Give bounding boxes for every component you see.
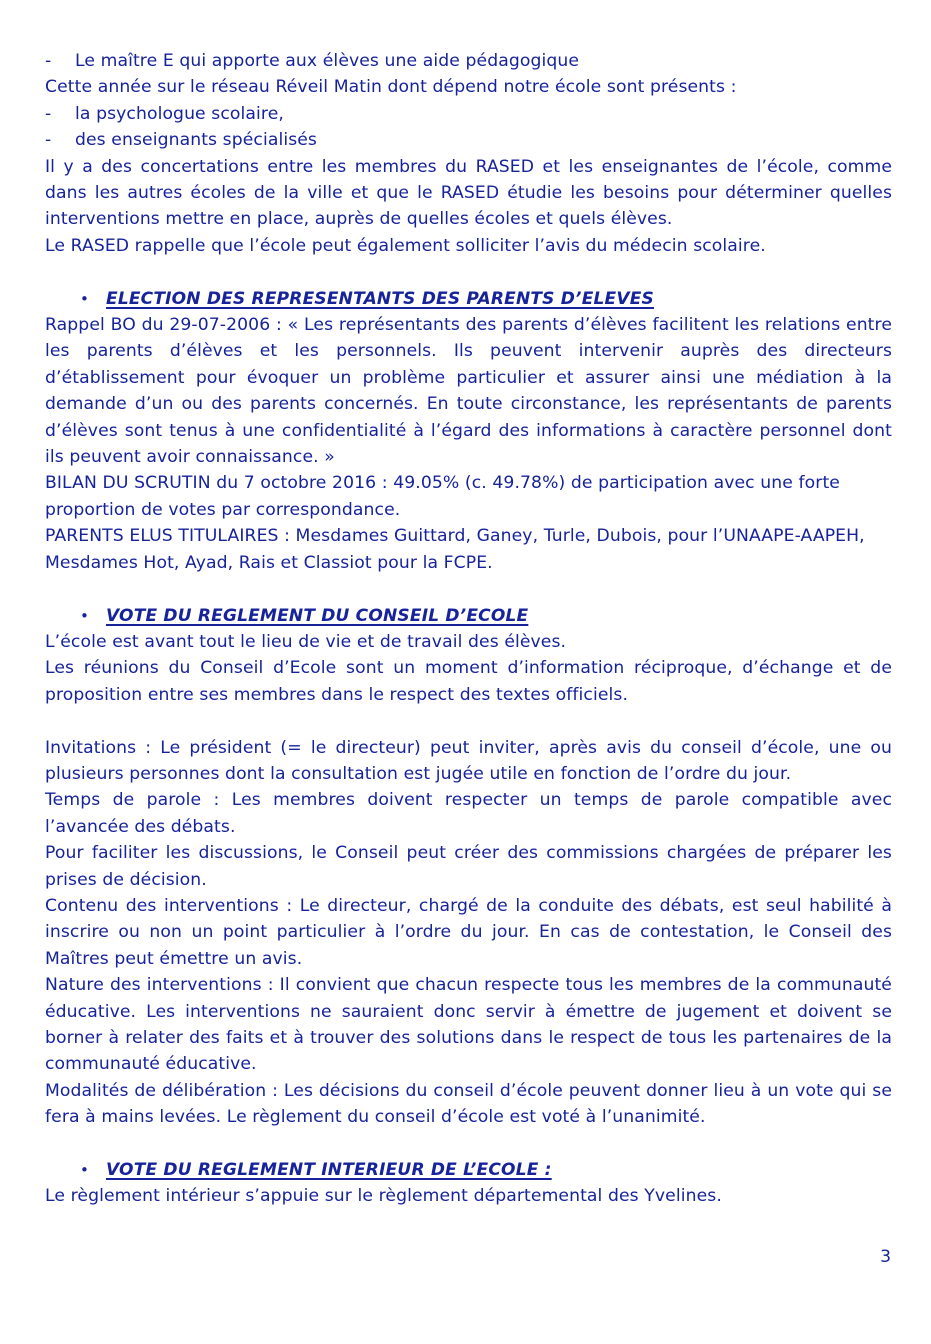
section-heading-vote-reglement-interieur <box>45 1157 892 1183</box>
list-item-label: la psychologue scolaire, <box>75 103 284 124</box>
section-heading-vote-reglement-conseil <box>45 603 892 629</box>
paragraph-reseau: Cette année sur le réseau Réveil Matin dont dépend notre école sont présents : <box>45 77 737 98</box>
bullet-point-icon: • <box>80 1161 89 1179</box>
paragraph-parents-elus-titulaires: PARENTS ELUS TITULAIRES : Mesdames Guittard, Ganey, Turle, Dubois, pour l’UNAAPE-AAPEH, Mesdames Hot, Ayad, Rais et Classiot pour la FCPE. <box>45 526 865 573</box>
dash-bullet-icon: - <box>45 103 52 124</box>
paragraph-nature-interventions: Nature des interventions : Il convient que chacun respecte tous les membres de la communauté éducative. Les interventions ne sauraient donc servir à émettre de jugement et doivent se borner à relater des faits et à trouver des solutions dans le respect de tous les partenaires de la communauté éducative. <box>45 975 892 1075</box>
paragraph-reglement-interieur: Le règlement intérieur s’appuie sur le règlement départemental des Yvelines. <box>45 1186 722 1207</box>
section-spacer <box>45 576 892 602</box>
section-spacer <box>45 259 892 285</box>
paragraph-concertations: Il y a des concertations entre les membres du RASED et les enseignantes de l’école, comme dans les autres écoles de la ville et que le RASED étudie les besoins pour déterminer quelles interventions mettre en place, auprès de quelles écoles et quels élèves. <box>45 156 892 230</box>
section-spacer <box>45 1131 892 1157</box>
dash-bullet-icon: - <box>45 130 52 151</box>
section-heading-label: VOTE DU REGLEMENT INTERIEUR DE L’ECOLE : <box>106 1160 552 1180</box>
paragraph-lieu-de-vie: L’école est avant tout le lieu de vie et de travail des élèves. <box>45 631 567 652</box>
paragraph-commissions: Pour faciliter les discussions, le Conseil peut créer des commissions chargées de préparer les prises de décision. <box>45 843 892 890</box>
paragraph-invitations: Invitations : Le président (= le directeur) peut inviter, après avis du conseil d’école, une ou plusieurs personnes dont la consultation est jugée utile en fonction de l’ordre du jour. <box>45 737 892 784</box>
section-heading-election <box>45 286 892 312</box>
section-spacer <box>45 708 892 734</box>
list-item <box>45 101 892 127</box>
paragraph-temps-de-parole: Temps de parole : Les membres doivent respecter un temps de parole compatible avec l’avancée des débats. <box>45 790 892 837</box>
paragraph-medecin-scolaire: Le RASED rappelle que l’école peut également solliciter l’avis du médecin scolaire. <box>45 235 766 256</box>
bullet-point-icon: • <box>80 606 89 625</box>
paragraph-contenu-interventions: Contenu des interventions : Le directeur, chargé de la conduite des débats, est seul habilité à inscrire ou non un point particulier à l’ordre du jour. En cas de contestation, le Conseil des Maîtres peut émettre un avis. <box>45 895 892 969</box>
paragraph-rappel-bo: Rappel BO du 29-07-2006 : « Les représentants des parents d’élèves facilitent les relations entre les parents d’élèves et les personnels. Ils peuvent intervenir auprès des directeurs d’établissement pour évoquer un problème particulier et assurer ainsi une médiation à la demande d’un ou des parents concernés. En toute circonstance, les représentants de parents d’élèves sont tenus à une confidentialité à l’égard des informations à caractère personnel dont ils peuvent avoir connaissance. » <box>45 315 892 468</box>
page-number: 3 <box>880 1247 891 1267</box>
section-heading-label: VOTE DU REGLEMENT DU CONSEIL D’ECOLE <box>106 605 529 626</box>
list-item <box>45 127 892 153</box>
list-item-label: des enseignants spécialisés <box>75 130 317 151</box>
dash-bullet-icon: - <box>45 51 52 71</box>
bullet-point-icon: • <box>80 289 89 308</box>
section-heading-label: ELECTION DES REPRESENTANTS DES PARENTS D’ELEVES <box>106 288 654 309</box>
paragraph-bilan-scrutin: BILAN DU SCRUTIN du 7 octobre 2016 : 49.05% (c. 49.78%) de participation avec une forte proportion de votes par correspondance. <box>45 473 840 520</box>
paragraph-reunions-conseil: Les réunions du Conseil d’Ecole sont un moment d’information réciproque, d’échange et de proposition entre ses membres dans le respect des textes officiels. <box>45 658 892 705</box>
list-item-label: Le maître E qui apporte aux élèves une aide pédagogique <box>75 51 580 71</box>
paragraph-modalites-deliberation: Modalités de délibération : Les décisions du conseil d’école peuvent donner lieu à un vote qui se fera à mains levées. Le règlement du conseil d’école est voté à l’unanimité. <box>45 1080 892 1128</box>
document-body <box>45 48 892 1210</box>
list-item <box>45 48 892 74</box>
